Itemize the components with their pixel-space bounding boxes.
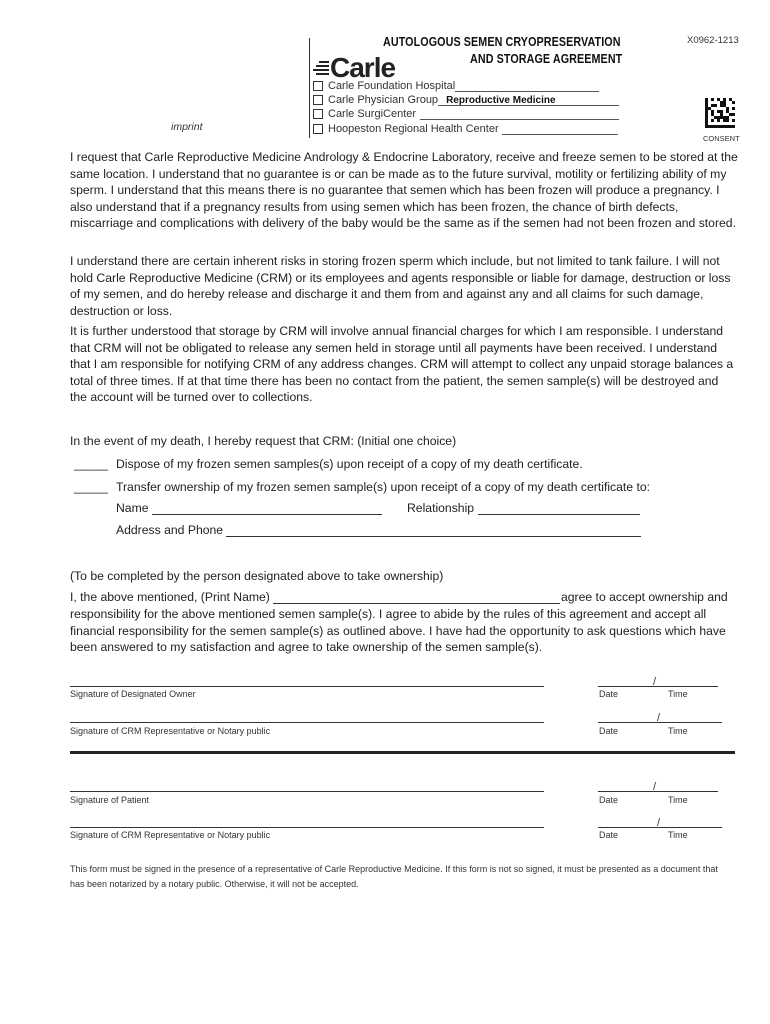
ownership-intro: (To be completed by the person designated above to take ownership): [70, 569, 444, 583]
date-label: Date: [599, 689, 619, 699]
logo-lines-icon: [313, 59, 329, 77]
paragraph-consent: I request that Carle Reproductive Medicine Andrology & Endocrine Laboratory, receive and freeze semen to be stored at the same location. I understand that no guarantee is or can be made as to the future survival, motility or fertilizing ability of my sperm. I understand that this means there is no guarantee that semen which has been frozen will produce a pregnancy. I also understand that if a pregnancy results from using semen which has been frozen, the chance of birth defects, miscarriage and complications with delivery of the baby would be the same as if the semen had not been frozen and stored.: [70, 150, 738, 231]
option1-initial-blank[interactable]: _____: [74, 457, 108, 471]
relationship-field[interactable]: [478, 501, 640, 515]
facility-fill-line: [438, 94, 619, 106]
facility-label: Carle Physician Group: [328, 94, 439, 106]
time-label: Time: [668, 830, 688, 840]
form-title-line2: AND STORAGE AGREEMENT: [470, 52, 623, 66]
checkbox[interactable]: [313, 95, 323, 105]
checkbox[interactable]: [313, 124, 323, 134]
date-time-line[interactable]: [598, 791, 718, 792]
checkbox[interactable]: [313, 81, 323, 91]
form-number: X0962-1213: [687, 35, 739, 46]
time-label: Time: [668, 795, 688, 805]
facility-option[interactable]: [313, 94, 619, 106]
facility-fill-line: [502, 124, 618, 135]
date-label: Date: [599, 726, 619, 736]
patient-signature-line[interactable]: [70, 791, 544, 792]
address-phone-field[interactable]: [226, 523, 641, 537]
patient-signature-label: Signature of Patient: [70, 795, 150, 805]
address-label: Address and Phone: [116, 523, 224, 537]
facility-label: Hoopeston Regional Health Center: [328, 123, 499, 135]
section-divider: [70, 751, 735, 754]
date-time-separator: /: [653, 676, 657, 688]
crm-rep-signature-label: Signature of CRM Representative or Notary public: [70, 726, 271, 736]
facility-label: Carle Foundation Hospital: [328, 80, 456, 92]
time-label: Time: [668, 726, 688, 736]
imprint-label: imprint: [171, 121, 203, 133]
logo-text: Carle: [330, 52, 396, 83]
death-prompt: In the event of my death, I hereby request that CRM: (Initial one choice): [70, 434, 457, 448]
facility-value: Reproductive Medicine: [446, 95, 556, 106]
date-time-separator: /: [657, 817, 661, 829]
date-time-separator: /: [657, 712, 661, 724]
designated-owner-signature-line[interactable]: [70, 686, 544, 687]
ownership-agree-text: agree to accept ownership and: [561, 590, 728, 604]
checkbox[interactable]: [313, 109, 323, 119]
date-time-separator: /: [653, 781, 657, 793]
facility-option[interactable]: [313, 108, 619, 120]
option2-initial-blank[interactable]: _____: [74, 480, 108, 494]
relationship-label: Relationship: [407, 501, 475, 515]
header-divider: [309, 38, 310, 138]
date-label: Date: [599, 795, 619, 805]
name-field[interactable]: [152, 501, 382, 515]
crm-rep-signature-label: Signature of CRM Representative or Notary public: [70, 830, 271, 840]
facility-label: Carle SurgiCenter: [328, 108, 417, 120]
facility-option[interactable]: [313, 80, 599, 92]
facility-option[interactable]: [313, 123, 618, 135]
paragraph-risks: I understand there are certain inherent risks in storing frozen sperm which include, but not limited to tank failure. I will not hold Carle Reproductive Medicine (CRM) or its employees and agents responsible or liable for damage, destruction or loss of my semen, and do hereby release and discharge it and them from and against any and all claims for such damage, destruction or loss.: [70, 254, 731, 318]
crm-rep-signature-line[interactable]: [70, 827, 544, 828]
datamatrix-barcode-icon: [705, 98, 735, 128]
option-transfer: Transfer ownership of my frozen semen sample(s) upon receipt of a copy of my death certificate to:: [116, 480, 651, 494]
option-dispose: Dispose of my frozen semen samples(s) upon receipt of a copy of my death certificate.: [116, 457, 583, 471]
consent-label: CONSENT: [703, 134, 740, 143]
designated-owner-signature-label: Signature of Designated Owner: [70, 689, 196, 699]
footer-notice: This form must be signed in the presence of a representative of Carle Reproductive Medicine. If this form is not so signed, it must be presented as a document that has been notarized by a notary public. Otherwise, it will not be accepted.: [70, 864, 718, 889]
form-title-line1: AUTOLOGOUS SEMEN CRYOPRESERVATION: [383, 35, 621, 49]
paragraph-storage-fees: It is further understood that storage by CRM will involve annual financial charges for which I am responsible. I understand that CRM will not be obligated to release any semen held in storage until all payments have been received. I understand that I am responsible for notifying CRM of any address changes. CRM will attempt to collect any unpaid storage balances a total of three times. If at that time there has been no contact from the patient, the semen sample(s) will be destroyed and the account will be turned over to collections.: [70, 324, 734, 405]
print-name-field[interactable]: [273, 590, 560, 604]
ownership-print-name-label: I, the above mentioned, (Print Name): [70, 590, 270, 604]
time-label: Time: [668, 689, 688, 699]
date-time-line[interactable]: [598, 686, 718, 687]
facility-fill-line: [420, 109, 619, 120]
facility-fill-line: [455, 81, 599, 92]
name-label: Name: [116, 501, 149, 515]
ownership-paragraph: responsibility for the above mentioned semen sample(s). I agree to abide by the rules of this agreement and accept all financial responsibility for the semen sample(s) as outlined above. I have had the opportunity to ask questions which have been answered to my satisfaction and agree to take ownership of the semen sample(s).: [70, 607, 726, 655]
date-label: Date: [599, 830, 619, 840]
crm-rep-signature-line[interactable]: [70, 722, 544, 723]
